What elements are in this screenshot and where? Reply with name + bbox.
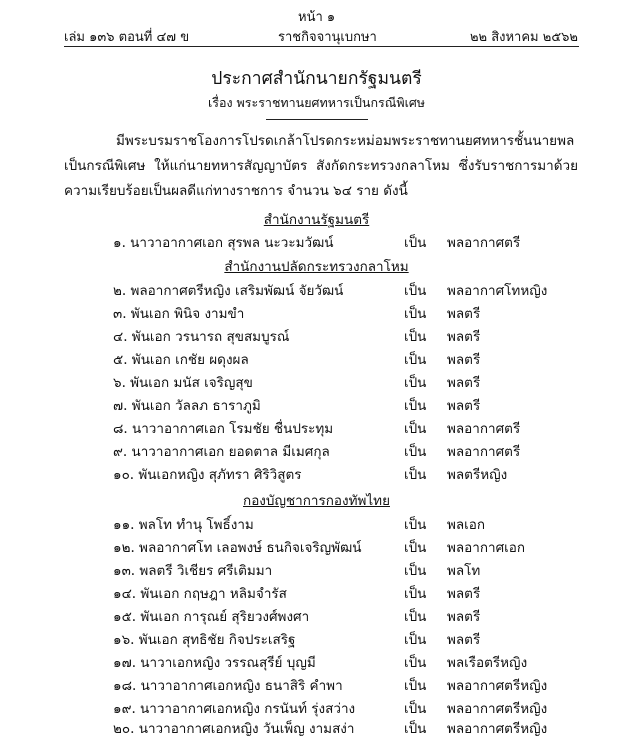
to-label: เป็น [404,283,427,299]
list-item [0,325,633,348]
list-item [0,348,633,371]
to-label: เป็น [404,444,427,460]
list-item [0,717,633,740]
list-item [0,513,633,536]
publish-date: ๒๒ สิงหาคม ๒๕๖๒ [469,30,578,45]
new-rank: พลอากาศตรีหญิง [447,721,548,737]
body-paragraph-text: มีพระบรมราชโองการโปรดเกล้าโปรดกระหม่อมพระราชทานยศทหารชั้นนายพลเป็นกรณีพิเศษ ให้แก่นายทหารสัญญาบัตร สังกัดกระทรวงกลาโหม ซึ่งรับราชการมาด้วยความเรียบร้อยเป็นผลดีแก่ทางราชการ จำนวน ๖๔ ราย ดังนี้ [64,133,578,199]
officer-name: ๔. พันเอก วรนารถ สุขสมบูรณ์ [113,329,290,345]
new-rank: พลตรี [447,632,481,648]
list-item [0,628,633,651]
officer-name: ๑๗. นาวาเอกหญิง วรรณสุรีย์ บุญมี [113,655,316,671]
officer-name: ๒๐. นาวาอากาศเอกหญิง วันเพ็ญ งามสง่า [113,721,355,737]
new-rank: พลอากาศตรี [447,421,521,437]
list-item [0,463,633,486]
list-item [0,536,633,559]
to-label: เป็น [404,398,427,414]
to-label: เป็น [404,329,427,345]
officer-name: ๖. พันเอก มนัส เจริญสุข [113,375,253,391]
title-rule [266,119,368,120]
new-rank: พลตรี [447,375,481,391]
to-label: เป็น [404,563,427,579]
to-label: เป็น [404,721,427,737]
list-item [0,279,633,302]
list-item [0,417,633,440]
officer-name: ๑๐. พันเอกหญิง สุภัทรา ศิริวิสูตร [113,467,302,483]
officer-name: ๙. นาวาอากาศเอก ยอดตาล มีเมศกุล [113,444,330,460]
new-rank: พลตรี [447,352,481,368]
to-label: เป็น [404,586,427,602]
announcement-title: ประกาศสำนักนายกรัฐมนตรี [211,69,422,89]
officer-name: ๗. พันเอก วัลลภ ธาราภูมิ [113,398,261,414]
header-rule [64,46,579,47]
officer-name: ๑๔. พันเอก กฤษฎา หลิมจำรัส [113,586,287,602]
new-rank: พลตรี [447,586,481,602]
to-label: เป็น [404,235,427,251]
volume-info: เล่ม ๑๓๖ ตอนที่ ๔๗ ข [64,30,190,45]
to-label: เป็น [404,467,427,483]
section-heading: สำนักงานปลัดกระทรวงกลาโหม [224,259,409,275]
to-label: เป็น [404,306,427,322]
new-rank: พลอากาศตรีหญิง [447,678,548,694]
officer-name: ๒. พลอากาศตรีหญิง เสริมพัฒน์ จัยวัฒน์ [113,283,344,299]
to-label: เป็น [404,632,427,648]
officer-name: ๑๖. พันเอก สุทธิชัย กิจประเสริฐ [113,632,296,648]
to-label: เป็น [404,655,427,671]
list-item [0,231,633,254]
to-label: เป็น [404,609,427,625]
officer-name: ๑๕. พันเอก การุณย์ สุริยวงศ์พงศา [113,609,310,625]
new-rank: พลตรี [447,306,481,322]
officer-name: ๑๒. พลอากาศโท เลอพงษ์ ธนกิจเจริญพัฒน์ [113,540,362,556]
body-paragraph [64,129,578,204]
new-rank: พลตรี [447,329,481,345]
page-number: หน้า ๑ [298,10,336,25]
to-label: เป็น [404,701,427,717]
to-label: เป็น [404,375,427,391]
to-label: เป็น [404,517,427,533]
list-item [0,302,633,325]
new-rank: พลอากาศตรี [447,444,521,460]
officer-name: ๑๙. นาวาอากาศเอกหญิง กรนันท์ รุ่งสว่าง [113,701,356,717]
new-rank: พลตรี [447,398,481,414]
list-item [0,371,633,394]
new-rank: พลโท [447,563,481,579]
officer-name: ๕. พันเอก เกชัย ผดุงผล [113,352,249,368]
to-label: เป็น [404,352,427,368]
list-item [0,605,633,628]
new-rank: พลตรีหญิง [447,467,508,483]
new-rank: พลอากาศโทหญิง [447,283,548,299]
officer-name: ๑๓. พลตรี วิเชียร ศรีเติมมา [113,563,273,579]
new-rank: พลเอก [447,517,486,533]
officer-name: ๘. นาวาอากาศเอก โรมชัย ชื่นประทุม [113,421,334,437]
list-item [0,674,633,697]
officer-name: ๑๑. พลโท ทำนุ โพธิ์งาม [113,517,254,533]
section-heading: กองบัญชาการกองทัพไทย [243,493,390,509]
new-rank: พลอากาศตรี [447,235,521,251]
gazette-name: ราชกิจจานุเบกษา [278,30,377,45]
to-label: เป็น [404,421,427,437]
new-rank: พลตรี [447,609,481,625]
officer-name: ๑๘. นาวาอากาศเอกหญิง ธนาสิริ คำพา [113,678,343,694]
new-rank: พลเรือตรีหญิง [447,655,528,671]
to-label: เป็น [404,678,427,694]
list-item [0,651,633,674]
section-heading: สำนักงานรัฐมนตรี [263,212,370,228]
list-item [0,394,633,417]
to-label: เป็น [404,540,427,556]
list-item [0,582,633,605]
list-item [0,440,633,463]
new-rank: พลอากาศตรีหญิง [447,701,548,717]
new-rank: พลอากาศเอก [447,540,526,556]
officer-name: ๓. พันเอก พินิจ งามขำ [113,306,245,322]
announcement-subject: เรื่อง พระราชทานยศทหารเป็นกรณีพิเศษ [207,95,426,110]
list-item [0,559,633,582]
officer-name: ๑. นาวาอากาศเอก สุรพล นะวะมวัฒน์ [113,235,334,251]
